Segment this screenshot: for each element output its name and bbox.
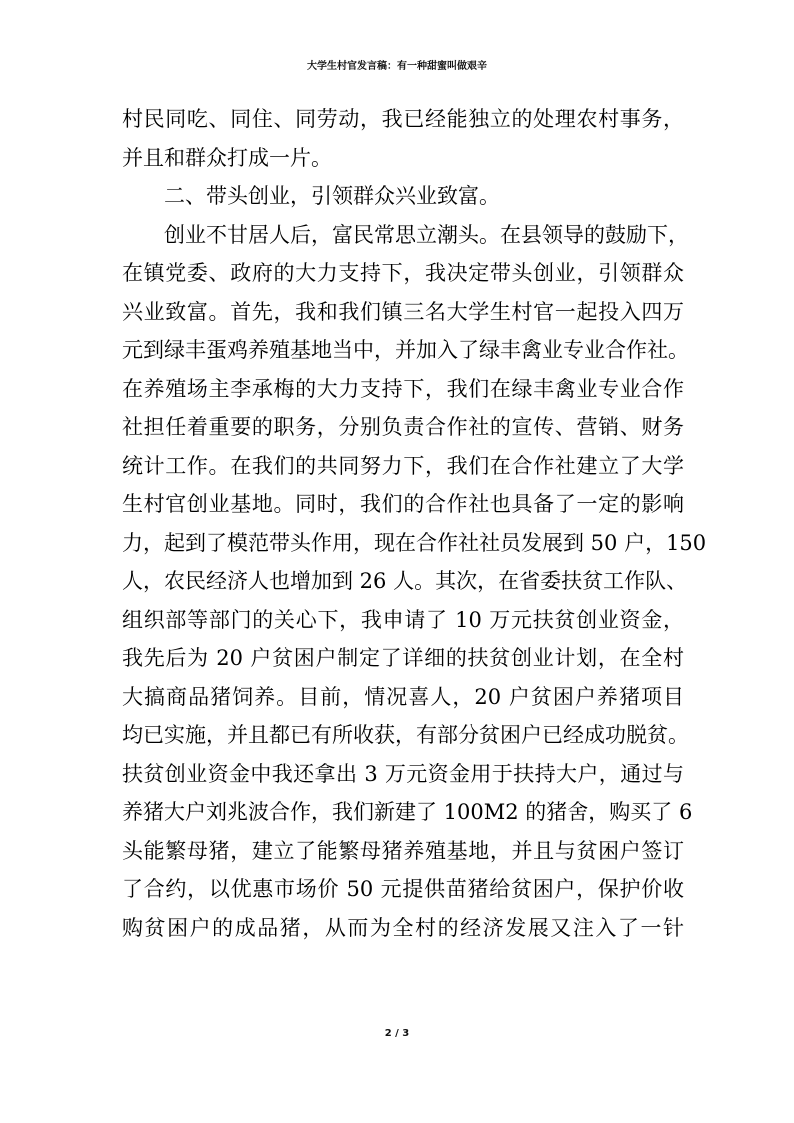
body-line: 养猪大户刘兆波合作，我们新建了 100M2 的猪舍，购买了 6 bbox=[122, 800, 693, 824]
body-line: 力，起到了模范带头作用，现在合作社社员发展到 50 户，150 bbox=[122, 530, 707, 555]
body-line: 大搞商品猪饲养。目前，情况喜人，20 户贫困户养猪项目 bbox=[122, 684, 684, 709]
body-line: 在镇党委、政府的大力支持下，我决定带头创业，引领群众 bbox=[122, 261, 684, 285]
document-body bbox=[122, 100, 707, 947]
body-line: 元到绿丰蛋鸡养殖基地当中，并加入了绿丰禽业专业合作社。 bbox=[122, 338, 689, 362]
body-line: 组织部等部门的关心下，我申请了 10 万元扶贫创业资金， bbox=[122, 607, 684, 632]
body-line: 在养殖场主李承梅的大力支持下，我们在绿丰禽业专业合作 bbox=[122, 376, 684, 401]
body-line: 并且和群众打成一片。 bbox=[122, 145, 332, 170]
page-number: 2 / 3 bbox=[384, 1028, 410, 1039]
body-line: 扶贫创业资金中我还拿出 3 万元资金用于扶持大户，通过与 bbox=[122, 761, 684, 786]
body-line: 购贫困户的成品猪，从而为全村的经济发展又注入了一针 bbox=[122, 915, 684, 940]
body-line: 生村官创业基地。同时，我们的合作社也具备了一定的影响 bbox=[122, 492, 684, 516]
body-line: 村民同吃、同住、同劳动，我已经能独立的处理农村事务， bbox=[122, 107, 684, 131]
body-line: 创业不甘居人后，富民常思立潮头。在县领导的鼓励下， bbox=[164, 222, 689, 247]
body-line: 统计工作。在我们的共同努力下，我们在合作社建立了大学 bbox=[122, 453, 684, 478]
body-line: 兴业致富。首先，我和我们镇三名大学生村官一起投入四万 bbox=[122, 299, 684, 324]
body-line: 我先后为 20 户贫困户制定了详细的扶贫创业计划，在全村 bbox=[122, 646, 684, 670]
body-line: 了合约，以优惠市场价 50 元提供苗猪给贫困户，保护价收 bbox=[122, 877, 684, 901]
body-line: 人，农民经济人也增加到 26 人。其次，在省委扶贫工作队、 bbox=[122, 569, 688, 593]
body-line: 社担任着重要的职务，分别负责合作社的宣传、营销、财务 bbox=[122, 415, 684, 439]
section-heading: 二、带头创业，引领群众兴业致富。 bbox=[164, 184, 500, 208]
page-header-title: 大学生村官发言稿：有一种甜蜜叫做艰辛 bbox=[307, 61, 487, 72]
body-line: 均已实施，并且都已有所收获，有部分贫困户已经成功脱贫。 bbox=[122, 723, 689, 747]
body-line: 头能繁母猪，建立了能繁母猪养殖基地，并且与贫困户签订 bbox=[122, 838, 684, 863]
